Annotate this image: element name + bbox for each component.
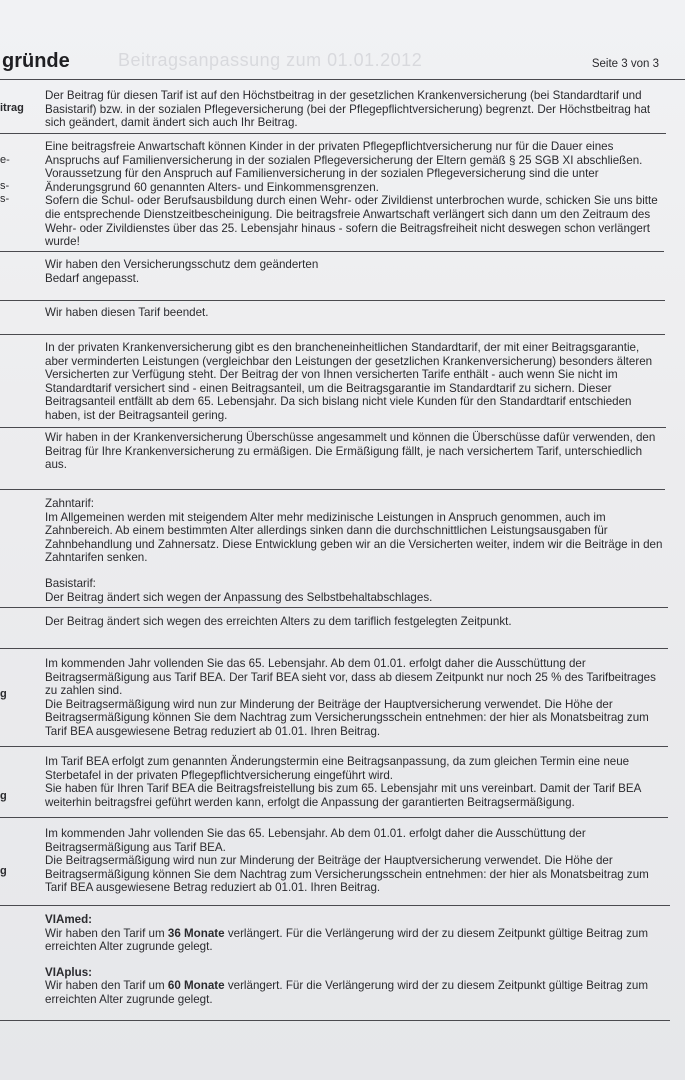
section-text: Der Beitrag ändert sich wegen der Anpassung des Selbstbehaltabschlages. [45, 590, 433, 604]
section-rule [0, 300, 665, 301]
section-rule [0, 251, 664, 252]
section-bea-ausschuettung [45, 657, 665, 739]
subheading-viamed: VIAmed: [45, 913, 93, 926]
section-text: In der privaten Krankenversicherung gibt es den brancheneinheitlichen Standardtarif, der mit einer Beitragsgarantie, aber verminderten Leistungen (vergleichbar den Leistungen der gesetzlichen Krankenversicherung) besonders älteren Versicherten zur Verfügung steht. Der Beitrag der von Ihnen versicherten Tarife enthält - auch wenn Sie nicht im Standardtarif versichert sind - einen Beitragsanteil, um die Beitragsgarantie im Standardtarif zu sichern. Dieser Beitragsanteil entfällt ab dem 65. Lebensjahr. Da sich bislang nicht viele Kunden für den Standardtarif entschieden haben, ist der Beitragsanteil gering. [45, 341, 653, 422]
section-alter [45, 615, 645, 629]
section-text: Wir haben diesen Tarif beendet. [45, 306, 209, 319]
section-rule [0, 607, 668, 608]
section-text: Wir haben den Tarif um 36 Monate verlängert. Für die Verlängerung wird der zu diesem Zeitpunkt gültige Beitrag zum erreichten Alter zugrunde gelegt. [45, 926, 648, 954]
watermark-text: Beitragsanpassung zum 01.01.2012 [118, 50, 423, 70]
row-label-e: e- [0, 154, 10, 166]
section-rule [0, 489, 665, 490]
section-hoechstbeitrag [45, 89, 665, 130]
section-rule [0, 648, 668, 649]
section-text: Die Beitragsermäßigung wird nun zur Minderung der Beiträge der Hauptversicherung verwendet. Die Höhe der Beitragsermäßigung können Sie dem Nachtrag zum Versicherungsschein entnehmen: der hier als Monatsbeitrag zum Tarif BEA ausgewiesene Betrag reduziert ab 01.01. Ihren Beitrag. [45, 854, 649, 895]
section-text: Im kommenden Jahr vollenden Sie das 65. Lebensjahr. Ab dem 01.01. erfolgt daher die Ausschüttung der Beitragsermäßigung aus Tarif BEA. Der Tarif BEA sieht vor, dass ab diesem Zeitpunkt nur noch 25 % des Tarifbeitrages zu zahlen sind. [45, 657, 656, 698]
subheading-zahntarif: Zahntarif: [45, 497, 94, 510]
section-ueberschuesse [45, 431, 665, 472]
row-label-s: s- [0, 193, 10, 205]
section-rule [0, 905, 670, 906]
section-text: Im Allgemeinen werden mit steigendem Alter mehr medizinische Leistungen in Anspruch genommen, auch im Zahnbereich. Ab einem bestimmten Alter allerdings sinken dann die durchschnittlichen Leistungsausgaben für Zahnbehandlung und Zahnersatz. Diese Entwicklung geben wir an die Versicherten weiter, indem wir die Beiträge in den Zahntarifen senken. [45, 510, 663, 565]
row-label-g: g [0, 790, 7, 802]
section-tarif-beendet [45, 306, 545, 320]
subheading-viaplus: VIAplus: [45, 965, 93, 979]
section-text: Der Beitrag für diesen Tarif ist auf den Höchstbeitrag in der gesetzlichen Krankenversicherung (bei Standardtarif und Basistarif) bzw. in der sozialen Pflegeversicherung (bei der Pflegepflichtversicherung) begrenzt. Der Höchstbeitrag hat sich geändert, damit ändert sich auch Ihr Beitrag. [45, 89, 651, 130]
row-label-tarif: itrag [0, 102, 24, 114]
section-versicherungsschutz [45, 258, 345, 285]
section-text: Wir haben den Versicherungsschutz dem geänderten Bedarf angepasst. [45, 258, 319, 285]
section-zahntarif [45, 497, 665, 604]
section-text: Voraussetzung für den Anspruch auf Familienversicherung in der sozialen Pflegeversicherung sind die unter Änderungsgrund 60 genannten Alters- und Einkommensgrenzen. [45, 167, 599, 194]
section-text: Eine beitragsfreie Anwartschaft können Kinder in der privaten Pflegepflichtversicherung nur für die Dauer eines Anspruchs auf Familienversicherung in der sozialen Pflegeversicherung der Eltern gemäß § 25 SGB XI abschließen. [45, 140, 643, 167]
section-text: Der Beitrag ändert sich wegen des erreichten Alters zu dem tariflich festgelegten Zeitpunkt. [45, 615, 512, 628]
row-label-g: g [0, 688, 7, 700]
section-standardtarif [45, 341, 665, 423]
section-verlaengerung [45, 913, 665, 1007]
section-rule [0, 746, 668, 747]
section-text: Im Tarif BEA erfolgt zum genannten Änderungstermin eine Beitragsanpassung, da zum gleichen Termin eine neue Sterbetafel in der privaten Pflegepflichtversicherung eingeführt wird. [45, 755, 630, 782]
section-rule [0, 817, 668, 818]
row-label-g: g [0, 865, 7, 877]
section-bea-sterbetafel [45, 755, 665, 809]
section-text: Wir haben den Tarif um 60 Monate verlängert. Für die Verlängerung wird der zu diesem Zeitpunkt gültige Beitrag zum erreichten Alter zugrunde gelegt. [45, 979, 648, 1006]
footer-rule [0, 1020, 670, 1021]
section-text: Sie haben für Ihren Tarif BEA die Beitragsfreistellung bis zum 65. Lebensjahr mit uns vereinbart. Damit der Tarif BEA weiterhin beitragsfrei geführt werden kann, erfolgt die Anpassung der garantierten Beitragsermäßigung. [45, 782, 641, 809]
subheading-basistarif: Basistarif: [45, 576, 96, 590]
page-number: Seite 3 von 3 [591, 58, 659, 70]
section-text: Sofern die Schul- oder Berufsausbildung durch einen Wehr- oder Zivildienst unterbrochen wurde, schicken Sie uns bitte die entsprechende Dienstzeitbescheinigung. Die beitragsfreie Anwartschaft verlängert sich dann um den Zeitraum des Wehr- oder Zivildienstes über das 25. Lebensjahr hinaus - sofern die Beitragsfreiheit nicht deswegen schon verlängert wurde! [45, 194, 658, 249]
section-text: Im kommenden Jahr vollenden Sie das 65. Lebensjahr. Ab dem 01.01. erfolgt daher die Ausschüttung der Beitragsermäßigung aus Tarif BEA. [45, 827, 586, 854]
section-text: Die Beitragsermäßigung wird nun zur Minderung der Beiträge der Hauptversicherung verwendet. Die Höhe der Beitragsermäßigung können Sie dem Nachtrag zum Versicherungsschein entnehmen: der hier als Monatsbeitrag zum Tarif BEA ausgewiesene Betrag reduziert ab 01.01. Ihren Beitrag. [45, 697, 649, 738]
section-rule [0, 427, 666, 428]
section-rule [0, 133, 666, 134]
row-label-s: s- [0, 180, 10, 192]
section-text: Wir haben in der Krankenversicherung Überschüsse angesammelt und können die Überschüsse dafür verwenden, den Beitrag für Ihre Krankenversicherung zu ermäßigen. Die Ermäßigung fällt, je nach versichertem Tarif, unterschiedlich aus. [45, 431, 656, 472]
section-anwartschaft [45, 140, 663, 249]
section-bea-65 [45, 827, 665, 895]
page-title: gründe [2, 50, 70, 72]
header-rule [0, 79, 685, 80]
section-rule [0, 334, 665, 335]
